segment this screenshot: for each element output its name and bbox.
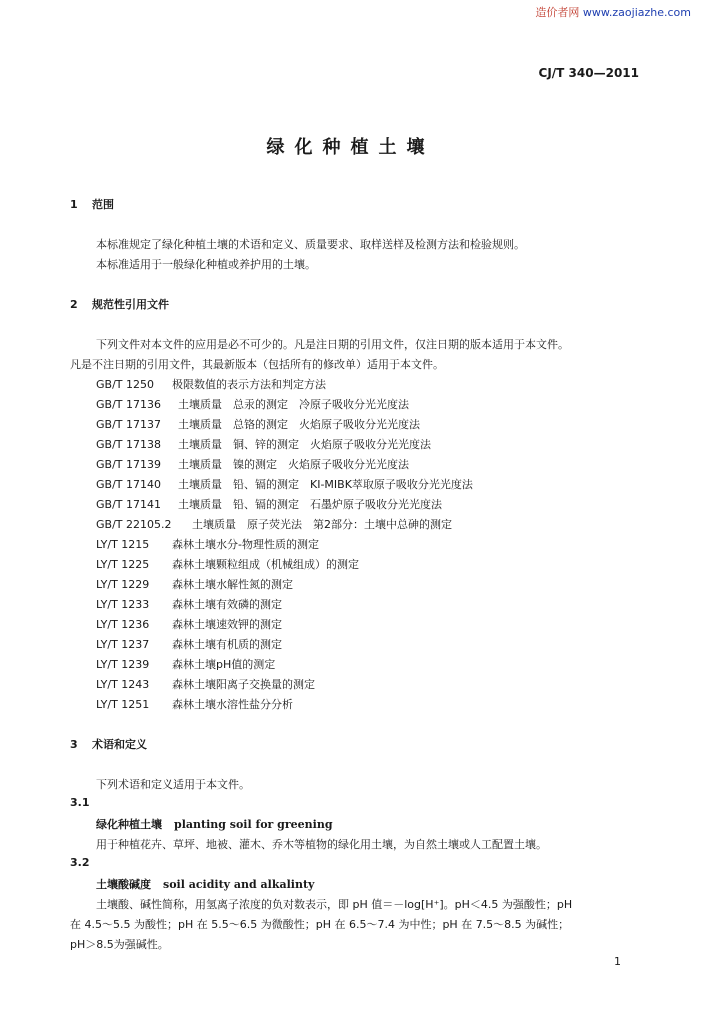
reference-title: 土壤质量 总汞的测定 冷原子吸收分光光度法 bbox=[178, 398, 409, 411]
reference-title: 极限数值的表示方法和判定方法 bbox=[172, 378, 326, 391]
watermark-url: www.zaojiazhe.com bbox=[582, 6, 691, 19]
reference-code: GB/T 1250 bbox=[96, 378, 154, 391]
reference-title: 森林土壤水溶性盐分分析 bbox=[172, 698, 293, 711]
watermark-site: 造价者网 bbox=[535, 6, 580, 19]
term-heading bbox=[96, 816, 333, 832]
section-title: 术语和定义 bbox=[92, 738, 147, 751]
term-definition: pH＞8.5为强碱性。 bbox=[70, 938, 169, 951]
reference-code: GB/T 17138 bbox=[96, 438, 161, 451]
reference-code: GB/T 17139 bbox=[96, 458, 161, 471]
reference-title: 土壤质量 镍的测定 火焰原子吸收分光光度法 bbox=[178, 458, 409, 471]
paragraph: 凡是不注日期的引用文件，其最新版本（包括所有的修改单）适用于本文件。 bbox=[70, 358, 444, 371]
reference-item bbox=[96, 416, 420, 432]
section-number: 2 bbox=[70, 298, 78, 311]
term-definition: 土壤酸、碱性简称，用氢离子浓度的负对数表示，即 pH 值＝－log[H⁺]。pH＜4.5 为强酸性；pH bbox=[96, 898, 573, 911]
reference-code: LY/T 1215 bbox=[96, 538, 150, 551]
reference-code: LY/T 1237 bbox=[96, 638, 150, 651]
term-name-zh: 绿化种植土壤 bbox=[96, 818, 162, 831]
reference-title: 森林土壤有机质的测定 bbox=[172, 638, 282, 651]
reference-code: LY/T 1225 bbox=[96, 558, 150, 571]
watermark bbox=[535, 4, 691, 20]
reference-item bbox=[96, 676, 315, 692]
section-2-heading bbox=[70, 296, 169, 312]
reference-item bbox=[96, 536, 319, 552]
section-3-heading bbox=[70, 736, 147, 752]
reference-title: 土壤质量 铜、锌的测定 火焰原子吸收分光光度法 bbox=[178, 438, 431, 451]
term-number: 3.1 bbox=[70, 796, 90, 809]
standard-code: CJ/T 340—2011 bbox=[538, 66, 639, 80]
reference-code: LY/T 1243 bbox=[96, 678, 150, 691]
document-title: 绿化种植土壤 bbox=[266, 137, 435, 158]
section-number: 1 bbox=[70, 198, 78, 211]
reference-item bbox=[96, 476, 473, 492]
reference-code: GB/T 17137 bbox=[96, 418, 161, 431]
reference-code: LY/T 1251 bbox=[96, 698, 150, 711]
reference-title: 土壤质量 铅、镉的测定 石墨炉原子吸收分光光度法 bbox=[178, 498, 442, 511]
reference-item bbox=[96, 556, 359, 572]
reference-title: 森林土壤有效磷的测定 bbox=[172, 598, 282, 611]
paragraph: 本标准规定了绿化种植土壤的术语和定义、质量要求、取样送样及检测方法和检验规则。 bbox=[96, 238, 525, 251]
reference-item bbox=[96, 496, 442, 512]
reference-item bbox=[96, 516, 452, 532]
reference-title: 森林土壤水分-物理性质的测定 bbox=[172, 538, 319, 551]
reference-item bbox=[96, 396, 409, 412]
section-title: 范围 bbox=[92, 198, 114, 211]
reference-title: 土壤质量 总铬的测定 火焰原子吸收分光光度法 bbox=[178, 418, 420, 431]
reference-item bbox=[96, 656, 275, 672]
reference-item bbox=[96, 376, 326, 392]
reference-title: 土壤质量 铅、镉的测定 KI-MIBK萃取原子吸收分光光度法 bbox=[178, 478, 473, 491]
term-number: 3.2 bbox=[70, 856, 90, 869]
reference-item bbox=[96, 636, 282, 652]
reference-item bbox=[96, 616, 282, 632]
section-1-heading bbox=[70, 196, 114, 212]
term-name-en: soil acidity and alkalinty bbox=[163, 878, 315, 891]
reference-title: 土壤质量 原子荧光法 第2部分：土壤中总砷的测定 bbox=[192, 518, 452, 531]
term-heading bbox=[96, 876, 314, 892]
section-title: 规范性引用文件 bbox=[92, 298, 169, 311]
reference-item bbox=[96, 596, 282, 612]
reference-code: LY/T 1239 bbox=[96, 658, 150, 671]
reference-code: GB/T 17136 bbox=[96, 398, 161, 411]
section-number: 3 bbox=[70, 738, 78, 751]
reference-title: 森林土壤pH值的测定 bbox=[172, 658, 276, 671]
term-definition: 用于种植花卉、草坪、地被、灌木、乔木等植物的绿化用土壤，为自然土壤或人工配置土壤。 bbox=[96, 838, 547, 851]
reference-code: GB/T 17141 bbox=[96, 498, 161, 511]
paragraph: 本标准适用于一般绿化种植或养护用的土壤。 bbox=[96, 258, 316, 271]
reference-code: GB/T 17140 bbox=[96, 478, 161, 491]
paragraph: 下列术语和定义适用于本文件。 bbox=[96, 778, 250, 791]
reference-title: 森林土壤水解性氮的测定 bbox=[172, 578, 293, 591]
reference-title: 森林土壤颗粒组成（机械组成）的测定 bbox=[172, 558, 359, 571]
reference-code: LY/T 1233 bbox=[96, 598, 150, 611]
term-definition: 在 4.5～5.5 为酸性；pH 在 5.5～6.5 为微酸性；pH 在 6.5～7.4 为中性；pH 在 7.5～8.5 为碱性； bbox=[70, 918, 570, 931]
term-name-zh: 土壤酸碱度 bbox=[96, 878, 151, 891]
term-name-en: planting soil for greening bbox=[174, 818, 333, 831]
page-number: 1 bbox=[614, 955, 621, 968]
reference-code: GB/T 22105.2 bbox=[96, 518, 172, 531]
reference-item bbox=[96, 576, 293, 592]
reference-title: 森林土壤阳离子交换量的测定 bbox=[172, 678, 315, 691]
reference-code: LY/T 1236 bbox=[96, 618, 150, 631]
reference-item bbox=[96, 456, 409, 472]
reference-code: LY/T 1229 bbox=[96, 578, 150, 591]
reference-title: 森林土壤速效钾的测定 bbox=[172, 618, 282, 631]
reference-item bbox=[96, 696, 293, 712]
paragraph: 下列文件对本文件的应用是必不可少的。凡是注日期的引用文件，仅注日期的版本适用于本文件。 bbox=[96, 338, 569, 351]
reference-item bbox=[96, 436, 431, 452]
